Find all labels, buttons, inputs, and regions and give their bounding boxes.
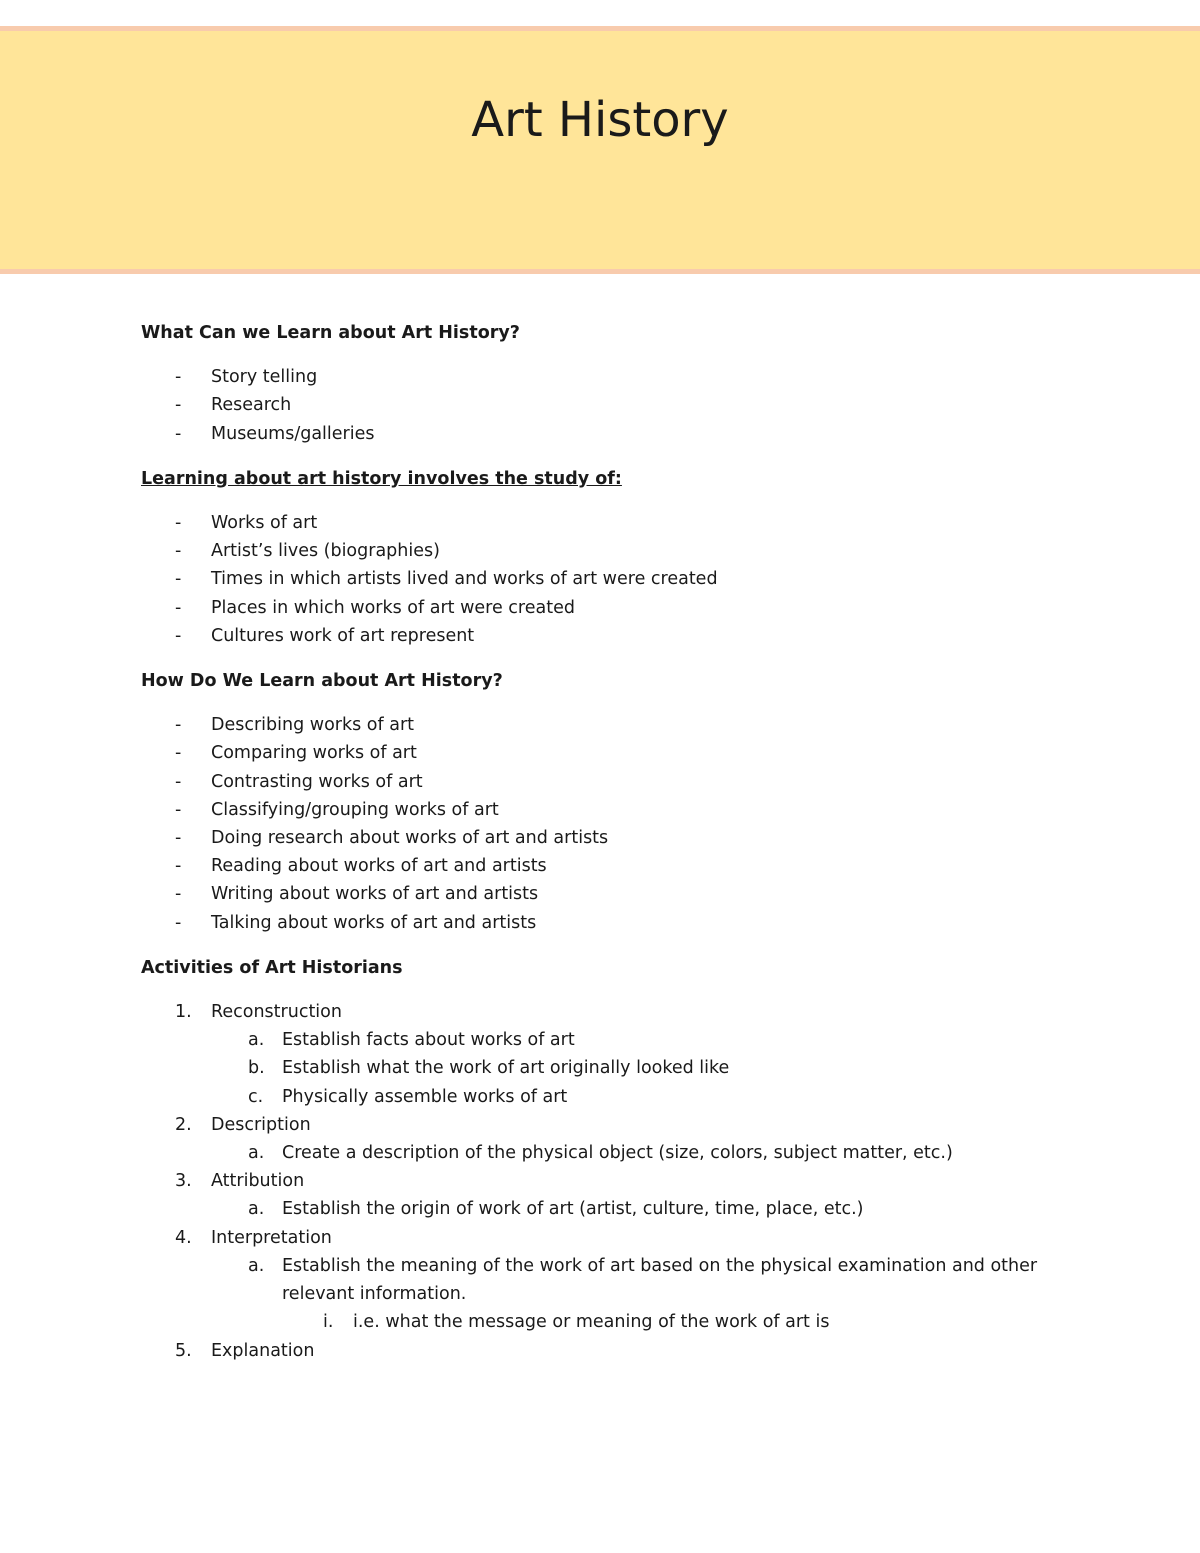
list-item: [141, 391, 1081, 419]
bullet-list: [141, 509, 1081, 650]
list-item: [141, 420, 1081, 448]
list-item-label: Attribution: [211, 1171, 305, 1192]
list-item-label: Contrasting works of art: [211, 771, 423, 792]
number-marker: 4.: [175, 1227, 192, 1248]
dash-marker: -: [175, 395, 182, 416]
dash-marker: -: [175, 771, 182, 792]
dash-marker: -: [175, 828, 182, 849]
list-item-label: Times in which artists lived and works of art were created: [211, 569, 718, 590]
letter-marker: a.: [248, 1199, 265, 1220]
list-item-label: Artist’s lives (biographies): [211, 541, 440, 562]
sub-list-item: [141, 1195, 1081, 1223]
numbered-list: [141, 998, 1081, 1365]
list-item: [141, 594, 1081, 622]
dash-marker: -: [175, 884, 182, 905]
section-activities: [141, 954, 1081, 1365]
list-item-label: Writing about works of art and artists: [211, 884, 539, 905]
list-item: [141, 998, 1081, 1026]
roman-marker: i.: [323, 1312, 334, 1333]
list-item: [141, 1167, 1081, 1195]
list-item: [141, 622, 1081, 650]
section-heading: Learning about art history involves the study of:: [141, 468, 622, 489]
bullet-list: [141, 363, 1081, 448]
number-marker: 5.: [175, 1340, 192, 1361]
list-item: [141, 909, 1081, 937]
section-heading: What Can we Learn about Art History?: [141, 323, 520, 343]
title-band: [0, 26, 1200, 274]
sub-list-item: [141, 1054, 1081, 1082]
list-item: [141, 824, 1081, 852]
list-item-label: Description: [211, 1114, 311, 1135]
dash-marker: -: [175, 513, 182, 534]
dash-marker: -: [175, 743, 182, 764]
list-item-label: Works of art: [211, 513, 318, 534]
dash-marker: -: [175, 625, 182, 646]
letter-marker: b.: [248, 1058, 265, 1079]
list-item: [141, 537, 1081, 565]
dash-marker: -: [175, 597, 182, 618]
list-item-label: Story telling: [211, 367, 318, 388]
dash-marker: -: [175, 799, 182, 820]
list-item: [141, 363, 1081, 391]
list-item-label: Cultures work of art represent: [211, 625, 475, 646]
sub-sub-list-item: [141, 1308, 1081, 1336]
list-item-label: Interpretation: [211, 1227, 332, 1248]
number-marker: 2.: [175, 1114, 192, 1135]
list-item-label: i.e. what the message or meaning of the work of art is: [353, 1312, 830, 1333]
section-study: [141, 465, 1081, 650]
number-marker: 3.: [175, 1171, 192, 1192]
list-item-label: Museums/galleries: [211, 423, 375, 444]
dash-marker: -: [175, 367, 182, 388]
list-item-label: Research: [211, 395, 292, 416]
letter-marker: a.: [248, 1030, 265, 1051]
list-item: [141, 852, 1081, 880]
list-item: [141, 1337, 1081, 1365]
list-item: [141, 880, 1081, 908]
section-heading: Activities of Art Historians: [141, 957, 403, 978]
sub-list-item: [141, 1083, 1081, 1111]
dash-marker: -: [175, 856, 182, 877]
list-item-label: Establish what the work of art originally looked like: [282, 1058, 730, 1079]
section-learn: [141, 319, 1081, 448]
list-item-label: Places in which works of art were created: [211, 597, 575, 618]
list-item-label: Explanation: [211, 1340, 315, 1361]
list-item-label: Establish the meaning of the work of art based on the physical examination and other relevant information.: [282, 1255, 1038, 1305]
section-heading: How Do We Learn about Art History?: [141, 671, 503, 692]
list-item-label: Reading about works of art and artists: [211, 856, 547, 877]
list-item: [141, 711, 1081, 739]
dash-marker: -: [175, 715, 182, 736]
dash-marker: -: [175, 541, 182, 562]
page-title: Art History: [471, 92, 729, 148]
section-how: [141, 667, 1081, 937]
list-item-label: Establish the origin of work of art (artist, culture, time, place, etc.): [282, 1199, 864, 1220]
letter-marker: a.: [248, 1143, 265, 1164]
list-item-label: Talking about works of art and artists: [211, 912, 537, 933]
list-item-label: Create a description of the physical object (size, colors, subject matter, etc.): [282, 1143, 953, 1164]
dash-marker: -: [175, 912, 182, 933]
document-body: [141, 319, 1081, 1382]
list-item: [141, 1111, 1081, 1139]
list-item-label: Doing research about works of art and artists: [211, 828, 609, 849]
list-item-label: Describing works of art: [211, 715, 415, 736]
letter-marker: c.: [248, 1086, 264, 1107]
list-item: [141, 1224, 1081, 1252]
sub-list-item: [141, 1139, 1081, 1167]
list-item-label: Reconstruction: [211, 1002, 342, 1023]
list-item-label: Physically assemble works of art: [282, 1086, 568, 1107]
sub-list-item: [141, 1026, 1081, 1054]
list-item-label: Classifying/grouping works of art: [211, 799, 499, 820]
dash-marker: -: [175, 423, 182, 444]
list-item: [141, 739, 1081, 767]
list-item: [141, 509, 1081, 537]
letter-marker: a.: [248, 1255, 265, 1276]
list-item-label: Establish facts about works of art: [282, 1030, 575, 1051]
list-item: [141, 565, 1081, 593]
sub-list-item: [141, 1252, 1081, 1308]
bullet-list: [141, 711, 1081, 937]
list-item: [141, 768, 1081, 796]
list-item: [141, 796, 1081, 824]
number-marker: 1.: [175, 1002, 192, 1023]
list-item-label: Comparing works of art: [211, 743, 417, 764]
dash-marker: -: [175, 569, 182, 590]
